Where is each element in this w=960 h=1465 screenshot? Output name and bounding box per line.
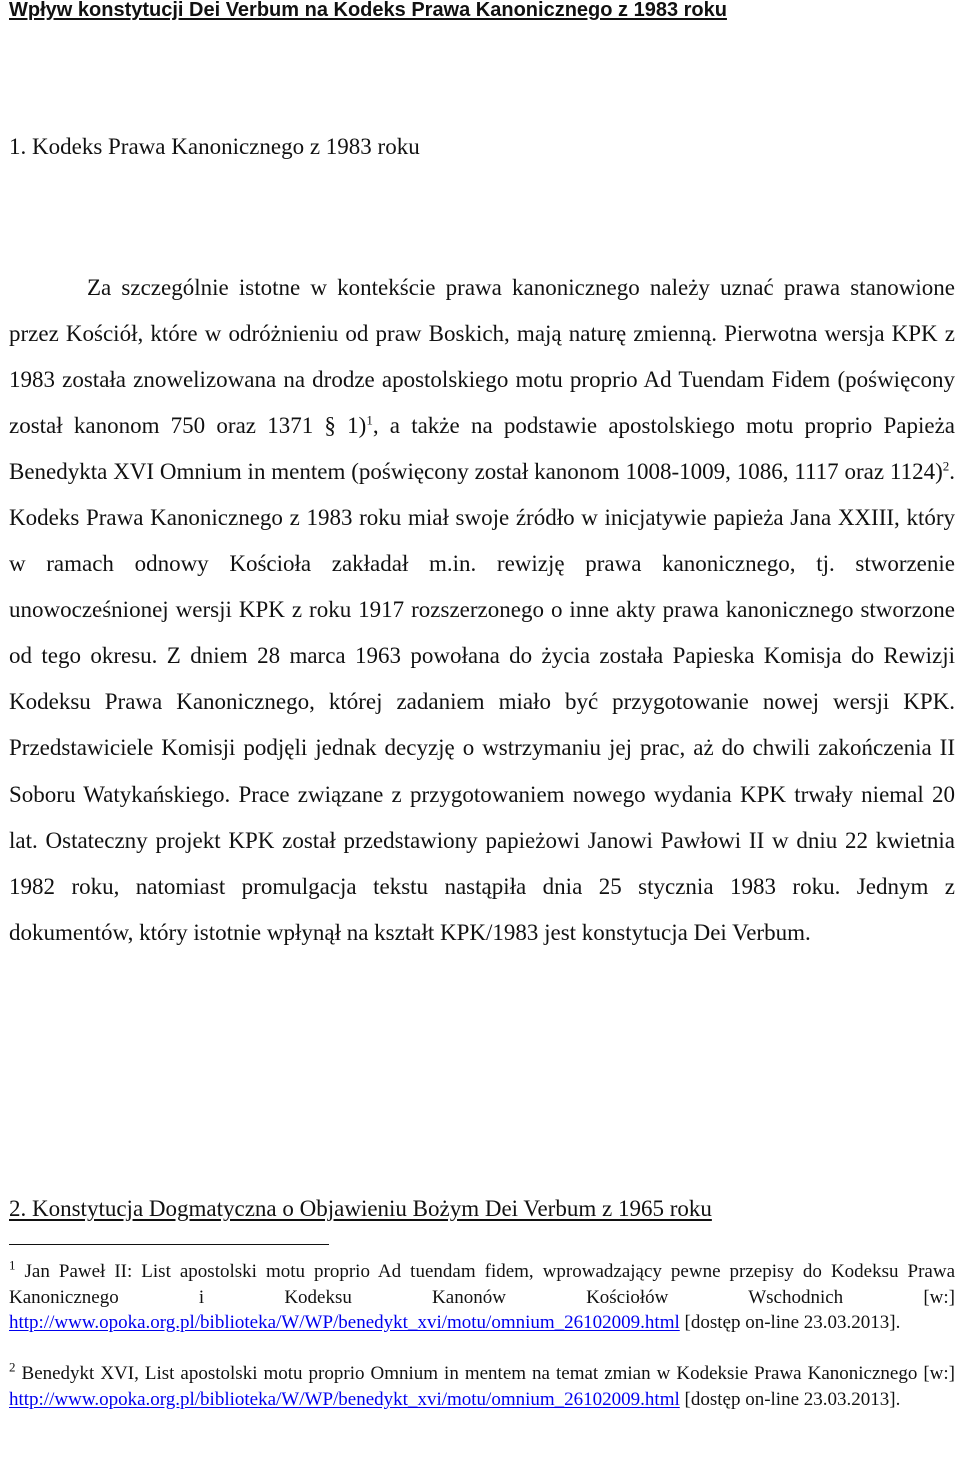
footnote-1-access: [dostęp on-line 23.03.2013].	[679, 1312, 901, 1333]
footnote-2-number: 2	[9, 1359, 16, 1375]
footnote-ref-1[interactable]: 1	[366, 412, 373, 428]
section-2-heading: 2. Konstytucja Dogmatyczna o Objawieniu Bożym Dei Verbum z 1965 roku	[9, 1196, 712, 1221]
footnote-2-link[interactable]: http://www.opoka.org.pl/biblioteka/W/WP/benedykt_xvi/motu/omnium_26102009.html	[9, 1388, 680, 1410]
footnote-separator	[9, 1244, 329, 1245]
paragraph-text-part-1: Za szczególnie istotne w kontekście prawa kanonicznego należy uznać prawa stanowione przez Kościół, które w odróżnieniu od praw Boskich, mają naturę zmienną. Pierwotna wersja KPK z 1983 została znowelizowana na drodze apostolskiego motu proprio Ad Tuendam Fidem (poświęcony został kanonom 750 oraz 1371 § 1)	[9, 275, 955, 439]
footnote-1-number: 1	[9, 1257, 16, 1273]
section-1-paragraph	[9, 265, 955, 956]
footnote-ref-2[interactable]: 2	[942, 458, 950, 474]
footnote-2	[9, 1361, 955, 1412]
section-1-heading: 1. Kodeks Prawa Kanonicznego z 1983 roku	[9, 134, 420, 159]
paragraph-text-part-3: . Kodeks Prawa Kanonicznego z 1983 roku miał swoje źródło w inicjatywie papieża Jana XXIII, który w ramach odnowy Kościoła zakładał m.in. rewizję prawa kanonicznego, tj. stworzenie unowocześnionej wersji KPK z roku 1917 rozszerzonego o inne akty prawa kanonicznego stworzone od tego okresu. Z dniem 28 marca 1963 powołana do życia została Papieska Komisja do Rewizji Kodeksu Prawa Kanonicznego, której zadaniem miało być przygotowanie nowej wersji KPK. Przedstawiciele Komisji podjęli jednak decyzję o wstrzymaniu jej prac, aż do chwili zakończenia II Soboru Watykańskiego. Prace związane z przygotowaniem nowego wydania KPK trwały niemal 20 lat. Ostateczny projekt KPK został przedstawiony papieżowi Janowi Pawłowi II w dniu 22 kwietnia 1982 roku, natomiast promulgacja tekstu nastąpiła dnia 25 stycznia 1983 roku. Jednym z dokumentów, który istotnie wpłynął na kształt KPK/1983 jest konstytucja Dei Verbum.	[9, 459, 955, 945]
footnote-1-text: Jan Paweł II: List apostolski motu proprio Ad tuendam fidem, wprowadzający pewne przepisy do Kodeksu Prawa Kanonicznego i Kodeksu Kanonów Kościołów Wschodnich [w:]	[9, 1261, 955, 1308]
footnote-1	[9, 1259, 955, 1336]
paragraph-text-part-2: , a także na podstawie apostolskiego motu proprio Papieża Benedykta XVI Omnium in mentem (poświęcony został kanonom 1008-1009, 1086, 1117 oraz 1124)	[9, 413, 956, 485]
footnote-1-link[interactable]: http://www.opoka.org.pl/biblioteka/W/WP/benedykt_xvi/motu/omnium_26102009.html	[9, 1312, 680, 1333]
document-title: Wpływ konstytucji Dei Verbum na Kodeks Prawa Kanonicznego z 1983 roku	[9, 0, 727, 21]
footnote-2-text: Benedykt XVI, List apostolski motu proprio Omnium in mentem na temat zmian w Kodeksie Prawa Kanonicznego [w:]	[21, 1363, 955, 1384]
footnote-2-access: [dostęp on-line 23.03.2013].	[679, 1388, 901, 1410]
